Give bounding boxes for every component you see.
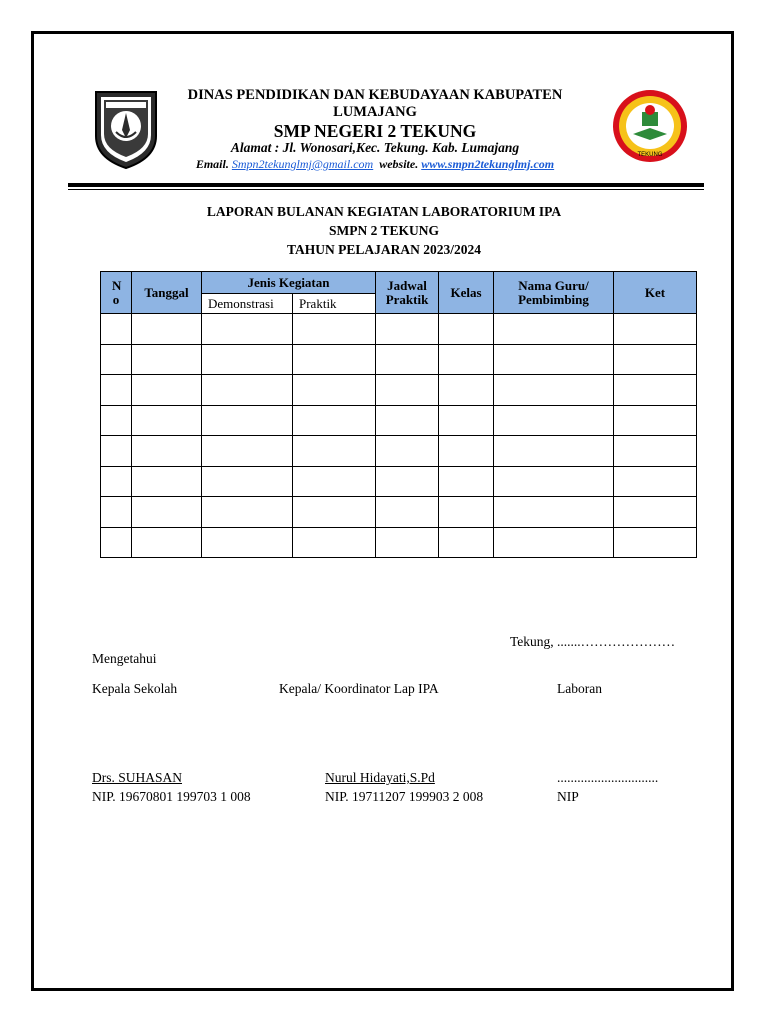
table-cell[interactable] [376, 466, 439, 497]
table-cell[interactable] [132, 405, 202, 436]
table-row [101, 314, 697, 345]
table-row [101, 497, 697, 528]
agency-name: DINAS PENDIDIKAN DAN KEBUDAYAAN KABUPATEN LUMAJANG [187, 87, 563, 120]
table-cell[interactable] [202, 314, 293, 345]
table-cell[interactable] [494, 375, 614, 406]
table-cell[interactable] [293, 466, 376, 497]
table-cell[interactable] [439, 344, 494, 375]
col-header-demonstrasi: Demonstrasi [202, 294, 293, 314]
table-cell[interactable] [614, 497, 697, 528]
signer-name-laboran: .............................. [557, 770, 659, 785]
table-cell[interactable] [494, 466, 614, 497]
col-header-jenis-kegiatan: Jenis Kegiatan [202, 272, 376, 294]
table-row [101, 466, 697, 497]
table-cell[interactable] [439, 436, 494, 467]
table-cell[interactable] [101, 344, 132, 375]
table-cell[interactable] [439, 314, 494, 345]
place-date: Tekung, .......………………… [510, 634, 676, 649]
header-divider-thick [68, 183, 704, 187]
table-cell[interactable] [376, 527, 439, 558]
table-row [101, 344, 697, 375]
table-cell[interactable] [293, 344, 376, 375]
table-row [101, 375, 697, 406]
col-header-guru: Nama Guru/ Pembimbing [494, 272, 614, 314]
table-cell[interactable] [202, 466, 293, 497]
col-header-no: N o [101, 272, 132, 314]
table-row [101, 436, 697, 467]
table-cell[interactable] [132, 497, 202, 528]
col-header-ket: Ket [614, 272, 697, 314]
report-title [100, 202, 668, 259]
table-cell[interactable] [293, 527, 376, 558]
table-cell[interactable] [101, 375, 132, 406]
table-cell[interactable] [376, 344, 439, 375]
table-cell[interactable] [494, 497, 614, 528]
table-cell[interactable] [202, 436, 293, 467]
table-cell[interactable] [376, 436, 439, 467]
table-cell[interactable] [494, 436, 614, 467]
table-cell[interactable] [293, 375, 376, 406]
nip-kepala-sekolah: NIP. 19670801 199703 1 008 [92, 789, 251, 804]
table-cell[interactable] [494, 527, 614, 558]
table-cell[interactable] [101, 466, 132, 497]
table-cell[interactable] [132, 436, 202, 467]
table-cell[interactable] [614, 375, 697, 406]
table-cell[interactable] [614, 436, 697, 467]
table-cell[interactable] [494, 314, 614, 345]
col-header-jadwal: Jadwal Praktik [376, 272, 439, 314]
table-cell[interactable] [293, 314, 376, 345]
contact-line [140, 157, 610, 172]
table-cell[interactable] [614, 314, 697, 345]
col-header-tanggal: Tanggal [132, 272, 202, 314]
signer-name-koordinator: Nurul Hidayati,S.Pd [325, 770, 435, 785]
table-cell[interactable] [614, 527, 697, 558]
table-cell[interactable] [101, 527, 132, 558]
table-cell[interactable] [202, 527, 293, 558]
table-cell[interactable] [376, 405, 439, 436]
report-title-line1: LAPORAN BULANAN KEGIATAN LABORATORIUM IPA [206, 204, 562, 219]
table-cell[interactable] [376, 314, 439, 345]
role-koordinator: Kepala/ Koordinator Lap IPA [279, 681, 439, 696]
table-cell[interactable] [494, 405, 614, 436]
mengetahui-label: Mengetahui [92, 651, 157, 666]
table-cell[interactable] [293, 497, 376, 528]
table-cell[interactable] [101, 405, 132, 436]
table-cell[interactable] [439, 466, 494, 497]
nip-laboran: NIP [557, 789, 579, 804]
email-link[interactable]: Smpn2tekunglmj@gmail.com [231, 157, 374, 171]
col-header-praktik: Praktik [293, 294, 376, 314]
table-cell[interactable] [132, 314, 202, 345]
table-cell[interactable] [293, 405, 376, 436]
report-title-line2: SMPN 2 TEKUNG [328, 223, 439, 238]
table-cell[interactable] [202, 497, 293, 528]
table-cell[interactable] [132, 527, 202, 558]
table-cell[interactable] [101, 436, 132, 467]
email-label: Email. [195, 157, 229, 171]
table-cell[interactable] [439, 497, 494, 528]
table-cell[interactable] [132, 466, 202, 497]
nip-koordinator: NIP. 19711207 199903 2 008 [325, 789, 484, 804]
table-row [101, 405, 697, 436]
table-cell[interactable] [494, 344, 614, 375]
role-kepala-sekolah: Kepala Sekolah [92, 681, 178, 696]
signer-name-kepala-sekolah: Drs. SUHASAN [92, 770, 183, 785]
table-cell[interactable] [101, 497, 132, 528]
table-cell[interactable] [202, 375, 293, 406]
table-cell[interactable] [101, 314, 132, 345]
table-cell[interactable] [614, 466, 697, 497]
table-cell[interactable] [132, 375, 202, 406]
role-laboran: Laboran [557, 681, 602, 696]
col-header-kelas: Kelas [439, 272, 494, 314]
table-cell[interactable] [614, 405, 697, 436]
smpn-2-tekung-logo [611, 88, 689, 164]
table-cell[interactable] [132, 344, 202, 375]
school-name: SMP NEGERI 2 TEKUNG [273, 121, 477, 141]
table-row [101, 527, 697, 558]
table-cell[interactable] [376, 375, 439, 406]
activity-table [100, 271, 697, 558]
header-divider-thin [68, 189, 704, 190]
table-cell[interactable] [202, 344, 293, 375]
table-cell[interactable] [202, 405, 293, 436]
svg-text:TEKUNG: TEKUNG [637, 152, 663, 158]
school-address: Alamat : Jl. Wonosari,Kec. Tekung. Kab. Lumajang [230, 140, 520, 155]
report-title-line3: TAHUN PELAJARAN 2023/2024 [286, 242, 481, 257]
table-cell[interactable] [439, 527, 494, 558]
website-label: website. [379, 157, 419, 171]
table-cell[interactable] [293, 436, 376, 467]
table-cell[interactable] [439, 375, 494, 406]
table-cell[interactable] [376, 497, 439, 528]
table-cell[interactable] [439, 405, 494, 436]
table-cell[interactable] [614, 344, 697, 375]
website-link[interactable]: www.smpn2tekunglmj.com [421, 157, 555, 171]
